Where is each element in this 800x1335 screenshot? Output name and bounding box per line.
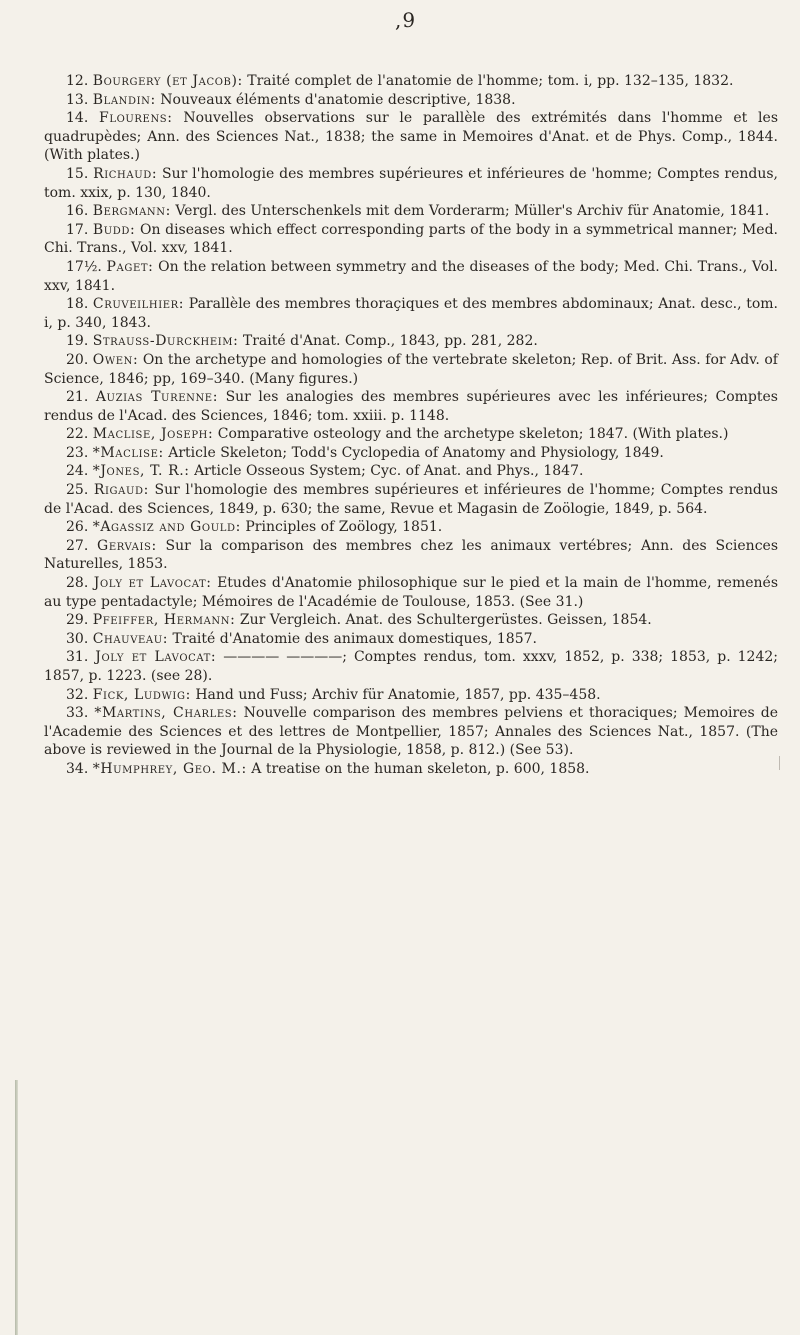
reference-entry bbox=[44, 686, 778, 705]
reference-citation: Vergl. des Unterschenkels mit dem Vorderarm; Müller's Archiv für Anatomie, 1841. bbox=[170, 203, 770, 220]
reference-number: 31. bbox=[66, 649, 89, 666]
page-edge-shadow bbox=[15, 1080, 18, 1335]
reference-author: Flourens: bbox=[99, 110, 173, 127]
reference-entry bbox=[44, 611, 778, 630]
reference-entry bbox=[44, 760, 778, 779]
reference-number: 28. bbox=[66, 575, 89, 592]
reference-author: Fick, Ludwig: bbox=[92, 686, 191, 703]
reference-entry bbox=[44, 202, 778, 221]
reference-author: *Martins, Charles: bbox=[94, 705, 238, 722]
reference-number: 17½. bbox=[66, 258, 102, 275]
reference-entry bbox=[44, 537, 778, 574]
reference-citation: Comparative osteology and the archetype skeleton; 1847. (With plates.) bbox=[213, 426, 729, 443]
reference-number: 30. bbox=[66, 630, 89, 647]
reference-entry bbox=[44, 481, 778, 518]
reference-number: 20. bbox=[66, 351, 89, 368]
reference-author: *Maclise: bbox=[92, 444, 164, 461]
reference-number: 17. bbox=[66, 221, 89, 238]
reference-number: 32. bbox=[66, 686, 89, 703]
reference-number: 18. bbox=[66, 296, 89, 313]
reference-author: Paget: bbox=[106, 258, 154, 275]
reference-citation: ———— ————; Comptes rendus, tom. xxxv, 1852, p. 338; 1853, p. 1242; 1857, p. 1223. (see 28). bbox=[44, 649, 778, 684]
reference-number: 15. bbox=[66, 165, 89, 182]
reference-citation: On the archetype and homologies of the vertebrate skeleton; Rep. of Brit. Ass. for Adv. of Science, 1846; pp, 169–340. (Many figures.) bbox=[44, 351, 778, 387]
reference-number: 34. bbox=[66, 760, 89, 777]
reference-author: Owen: bbox=[92, 351, 139, 368]
reference-citation: Nouveaux éléments d'anatomie descriptive, 1838. bbox=[155, 91, 516, 108]
reference-number: 19. bbox=[66, 333, 89, 350]
reference-citation: A treatise on the human skeleton, p. 600, 1858. bbox=[246, 760, 590, 777]
reference-citation: Traité d'Anat. Comp., 1843, pp. 281, 282. bbox=[238, 333, 538, 350]
reference-entry bbox=[44, 444, 778, 463]
reference-number: 13. bbox=[66, 91, 89, 108]
reference-citation: Traité complet de l'anatomie de l'homme; tom. i, pp. 132–135, 1832. bbox=[242, 73, 734, 89]
reference-author: Joly et Lavocat: bbox=[95, 649, 217, 666]
reference-number: 14. bbox=[66, 110, 89, 127]
reference-citation: Article Skeleton; Todd's Cyclopedia of Anatomy and Physiology, 1849. bbox=[163, 444, 664, 461]
reference-number: 21. bbox=[66, 389, 89, 406]
reference-author: Pfeiffer, Hermann: bbox=[92, 612, 236, 629]
reference-author: Bergmann: bbox=[92, 203, 171, 220]
reference-number: 24. bbox=[66, 463, 89, 480]
reference-number: 29. bbox=[66, 612, 89, 629]
reference-author: Chauveau: bbox=[92, 630, 169, 647]
reference-author: Blandin: bbox=[92, 91, 156, 108]
reference-entry bbox=[44, 72, 778, 91]
reference-citation: Sur l'homologie des membres supérieures et inférieures de 'homme; Comptes rendus, tom. xxix, p. 130, 1840. bbox=[44, 165, 778, 201]
reference-entry bbox=[44, 630, 778, 649]
reference-entry bbox=[44, 109, 778, 165]
reference-list bbox=[44, 72, 778, 779]
reference-entry bbox=[44, 351, 778, 388]
reference-number: 23. bbox=[66, 444, 89, 461]
reference-author: *Humphrey, Geo. M.: bbox=[92, 760, 247, 777]
reference-author: Joly et Lavocat: bbox=[93, 575, 212, 592]
reference-citation: Nouvelle comparison des membres pelviens et thoraciques; Memoires de l'Academie des Sciences et des lettres de Montpellier, 1857; Annales des Sciences Nat., 1857. (The above is reviewed in the Journal de la Physiologie, 1858, p. 812.) (See 53). bbox=[44, 705, 778, 759]
reference-citation: Sur la comparison des membres chez les animaux vertébres; Ann. des Sciences Naturelles, 1853. bbox=[44, 537, 778, 573]
reference-entry bbox=[44, 388, 778, 425]
reference-author: Maclise, Joseph: bbox=[92, 426, 214, 443]
reference-author: Gervais: bbox=[97, 537, 157, 554]
reference-citation: Sur les analogies des membres supérieures avec les inférieures; Comptes rendus de l'Acad. des Sciences, 1846; tom. xxiii. p. 1148. bbox=[44, 389, 778, 424]
reference-author: Richaud: bbox=[93, 165, 158, 182]
reference-entry bbox=[44, 91, 778, 110]
reference-entry bbox=[44, 221, 778, 258]
reference-entry bbox=[44, 258, 778, 295]
reference-citation: Sur l'homologie des membres supérieures et inférieures de l'homme; Comptes rendus de l'Acad. des Sciences, 1849, p. 630; the same, Revue et Magasin de Zoölogie, 1849, p. 564. bbox=[44, 482, 778, 517]
reference-author: Strauss-Durckheim: bbox=[92, 333, 239, 350]
reference-author: Cruveilhier: bbox=[92, 296, 185, 313]
reference-citation: Principles of Zoölogy, 1851. bbox=[240, 519, 443, 536]
reference-author: *Agassiz and Gould: bbox=[92, 519, 241, 536]
reference-entry bbox=[44, 332, 778, 351]
reference-citation: On the relation between symmetry and the diseases of the body; Med. Chi. Trans., Vol. xxv, 1841. bbox=[44, 258, 779, 294]
reference-number: 12. bbox=[66, 73, 89, 89]
reference-citation: Traité d'Anatomie des animaux domestiques, 1857. bbox=[168, 630, 537, 647]
reference-number: 22. bbox=[66, 426, 89, 443]
reference-entry bbox=[44, 518, 778, 537]
reference-entry bbox=[44, 574, 778, 611]
reference-author: Rigaud: bbox=[93, 482, 149, 499]
reference-citation: Nouvelles observations sur le parallèle des extrémités dans l'homme et les quadrupèdes; Ann. des Sciences Nat., 1838; the same in Memoires d'Anat. et de Phys. Comp., 1844. (With plates.) bbox=[44, 110, 778, 164]
reference-citation: Hand und Fuss; Archiv für Anatomie, 1857, pp. 435–458. bbox=[190, 686, 601, 703]
reference-entry bbox=[44, 648, 778, 685]
reference-entry bbox=[44, 704, 778, 760]
reference-citation: Zur Vergleich. Anat. des Schultergerüstes. Geissen, 1854. bbox=[235, 612, 652, 629]
reference-entry bbox=[44, 295, 778, 332]
reference-number: 16. bbox=[66, 203, 89, 220]
reference-citation: On diseases which effect corresponding parts of the body in a symmetrical manner; Med. Chi. Trans., Vol. xxv, 1841. bbox=[44, 221, 778, 257]
reference-entry bbox=[44, 425, 778, 444]
margin-mark bbox=[779, 756, 780, 770]
page-number: ,9 bbox=[395, 8, 417, 32]
reference-author: Auzias Turenne: bbox=[95, 389, 219, 406]
reference-number: 27. bbox=[66, 537, 89, 554]
reference-entry bbox=[44, 165, 778, 202]
reference-citation: Etudes d'Anatomie philosophique sur le pied et la main de l'homme, remenés au type pentadactyle; Mémoires de l'Académie de Toulouse, 1853. (See 31.) bbox=[44, 575, 779, 610]
reference-number: 25. bbox=[66, 482, 89, 499]
reference-citation: Parallèle des membres thoraçiques et des membres abdominaux; Anat. desc., tom. i, p. 340, 1843. bbox=[44, 296, 778, 331]
reference-author: Budd: bbox=[92, 221, 136, 238]
reference-citation: Article Osseous System; Cyc. of Anat. and Phys., 1847. bbox=[189, 463, 584, 480]
reference-entry bbox=[44, 462, 778, 481]
reference-number: 26. bbox=[66, 519, 89, 536]
reference-author: *Jones, T. R.: bbox=[92, 463, 190, 480]
reference-number: 33. bbox=[66, 705, 89, 722]
reference-author: Bourgery (et Jacob): bbox=[92, 73, 243, 89]
